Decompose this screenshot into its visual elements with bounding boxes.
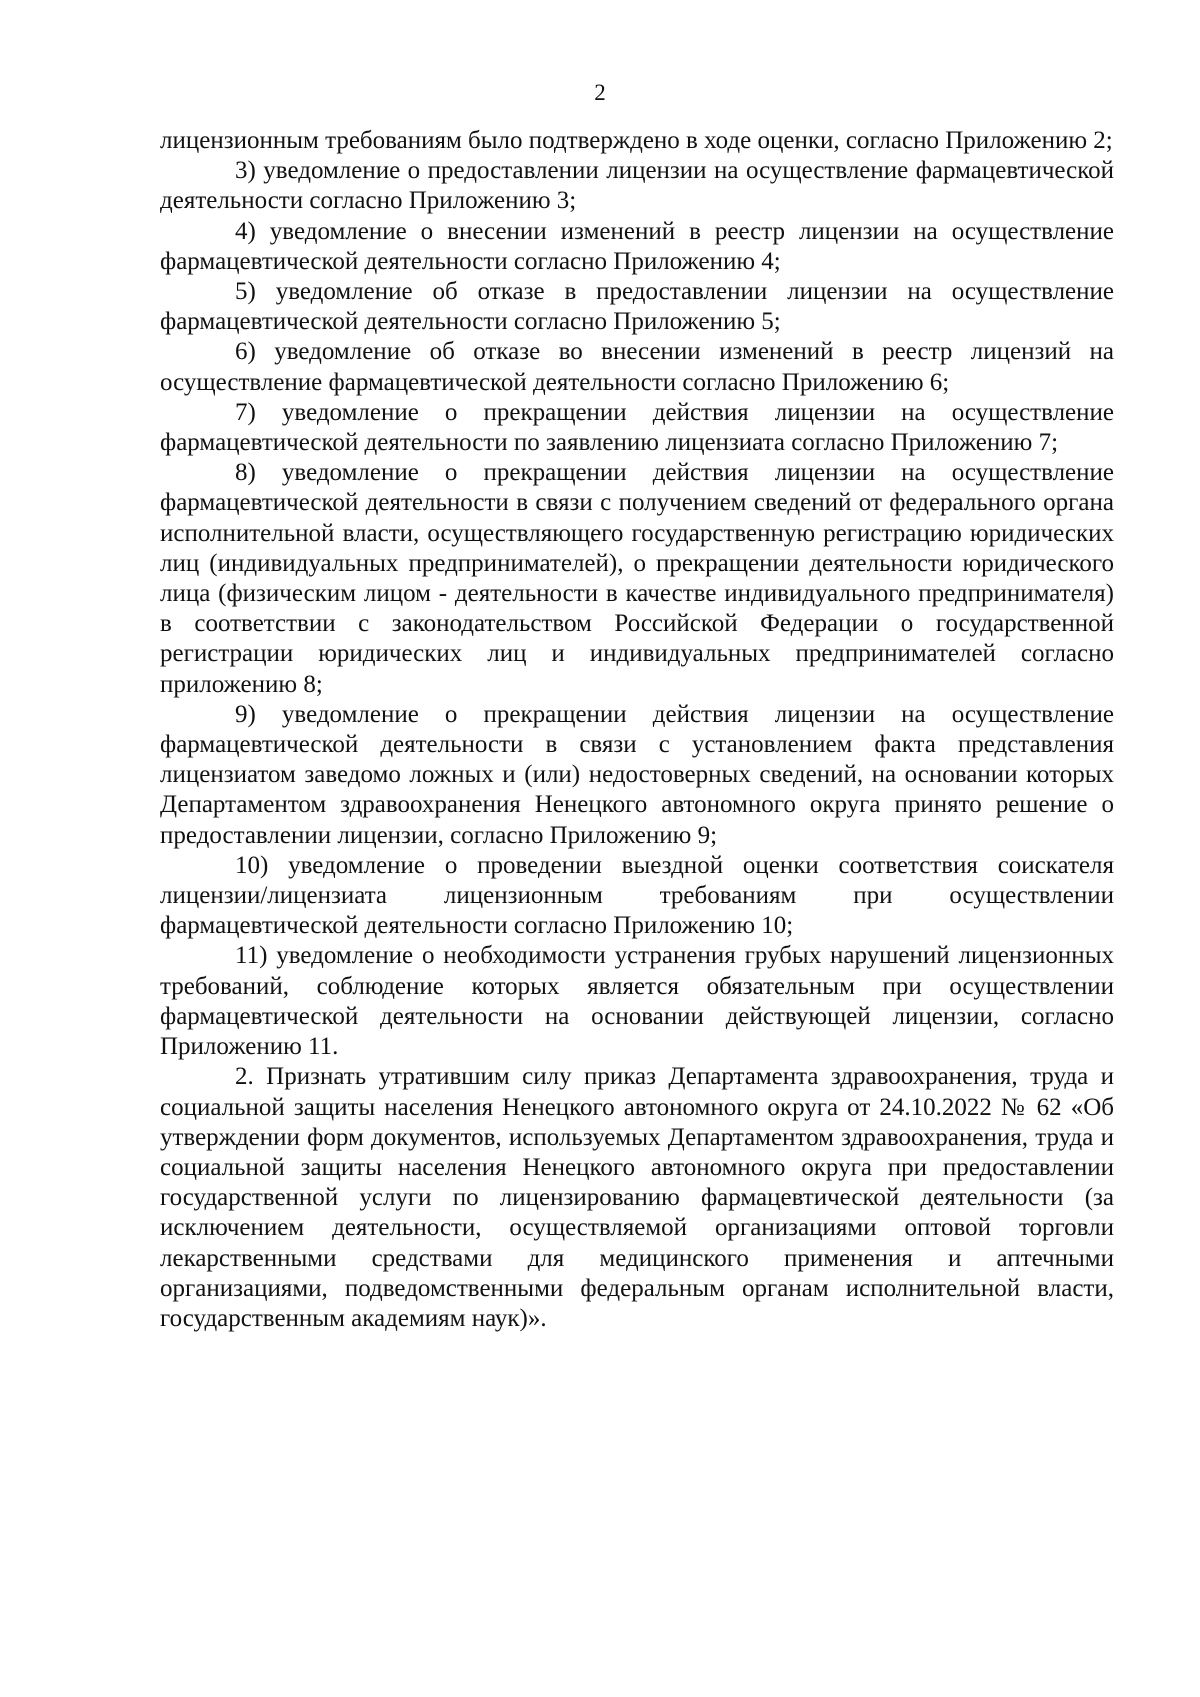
list-item-5: 5) уведомление об отказе в предоставлении лицензии на осуществление фармацевтической деятельности согласно Приложению 5; [160,278,1114,336]
list-item-7: 7) уведомление о прекращении действия лицензии на осуществление фармацевтической деятельности по заявлению лицензиата согласно Приложению 7; [160,398,1114,457]
list-item-4: 4) уведомление о внесении изменений в реестр лицензии на осуществление фармацевтической деятельности согласно Приложению 4; [160,217,1114,275]
list-item-11: 11) уведомление о необходимости устранения грубых нарушений лицензионных требований, соблюдение которых является обязательным при осуществлении фармацевтической деятельности на основании действующей лицензии, согласно Приложению 11. [160,942,1114,1061]
list-item-8: 8) уведомление о прекращении действия лицензии на осуществление фармацевтической деятельности в связи с получением сведений от федерального органа исполнительной власти, осуществляющего государственную регистрацию юридических лиц (индивидуальных предпринимателей), о прекращении деятельности юридического лица (физическим лицом - деятельности в качестве индивидуального предпринимателя) в соответствии с законодательством Российской Федерации о государственной регистрации юридических лиц и индивидуальных предпринимателей согласно приложению 8; [160,459,1114,698]
list-item-3: 3) уведомление о предоставлении лицензии на осуществление фармацевтической деятельности согласно Приложению 3; [160,157,1114,215]
list-item-6: 6) уведомление об отказе во внесении изменений в реестр лицензий на осуществление фармацевтической деятельности согласно Приложению 6; [160,338,1114,396]
list-item-9: 9) уведомление о прекращении действия лицензии на осуществление фармацевтической деятельности в связи с установлением факта представления лицензиатом заведомо ложных и (или) недостоверных сведений, на основании которых Департаментом здравоохранения Ненецкого автономного округа принято решение о предоставлении лицензии, согласно Приложению 9; [160,700,1114,849]
page-number: 2 [594,80,606,105]
list-item-10: 10) уведомление о проведении выездной оценки соответствия соискателя лицензии/лицензиата лицензионным требованиям при осуществлении фармацевтической деятельности согласно Приложению 10; [160,851,1114,940]
paragraph-continuation: лицензионным требованиям было подтверждено в ходе оценки, согласно Приложению 2; [160,127,1113,154]
clause-2-paragraph: 2. Признать утратившим силу приказ Департамента здравоохранения, труда и социальной защиты населения Ненецкого автономного округа от 24.10.2022 № 62 «Об утверждении форм документов, используемых Департаментом здравоохранения, труда и социальной защиты населения Ненецкого автономного округа при предоставлении государственной услуги по лицензированию фармацевтической деятельности (за исключением деятельности, осуществляемой организациями оптовой торговли лекарственными средствами для медицинского применения и аптечными организациями, подведомственными федеральным органам исполнительной власти, государственным академиям наук)». [160,1063,1114,1332]
document-body [160,126,1114,1334]
